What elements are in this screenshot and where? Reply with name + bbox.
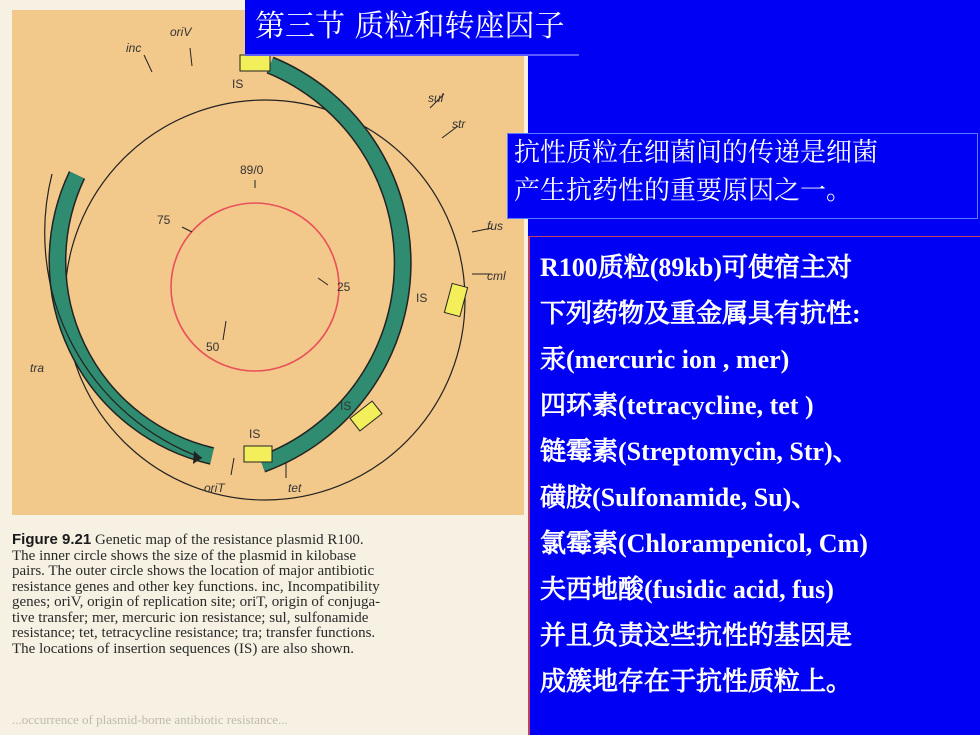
label-oriT: oriT bbox=[204, 481, 225, 495]
tick-inc bbox=[144, 55, 152, 72]
gene-band-resistance bbox=[262, 65, 403, 464]
highlight-line-1: 抗性质粒在细菌间的传递是细菌 bbox=[514, 138, 879, 168]
label-is-lower: IS bbox=[340, 399, 352, 413]
description-line: 四环素(tetracycline, tet ) bbox=[540, 391, 814, 420]
caption-line: The inner circle shows the size of the plasmid in kilobase bbox=[12, 547, 357, 564]
description-box bbox=[528, 236, 980, 735]
description-line: 夫西地酸(fusidic acid, fus) bbox=[540, 575, 834, 604]
label-kb-25: 25 bbox=[337, 280, 351, 294]
slide-title: 第三节 质粒和转座因子 bbox=[245, 0, 579, 56]
label-kb-50: 50 bbox=[206, 340, 220, 354]
tick-50 bbox=[223, 321, 226, 340]
label-cml: cml bbox=[487, 269, 506, 283]
figure-footer-text: ...occurrence of plasmid-borne antibiotic resistance... bbox=[12, 712, 288, 727]
plasmid-map bbox=[12, 10, 524, 515]
plasmid-map-panel bbox=[12, 10, 524, 515]
is-element-bottom bbox=[244, 446, 272, 462]
caption-line: pairs. The outer circle shows the location of major antibiotic bbox=[12, 563, 375, 579]
description-line: 氯霉素(Chlorampenicol, Cm) bbox=[540, 529, 868, 558]
description-line: R100质粒(89kb)可使宿主对 bbox=[540, 253, 853, 282]
caption-line: resistance genes and other key functions. inc, Incompatibility bbox=[12, 578, 380, 595]
figure-caption bbox=[12, 532, 522, 657]
tra-band bbox=[57, 175, 212, 456]
highlight-line-2: 产生抗药性的重要原因之一。 bbox=[514, 176, 853, 206]
label-kb-75: 75 bbox=[157, 213, 171, 227]
description-line: 磺胺(Sulfonamide, Su)、 bbox=[540, 483, 818, 512]
label-inc: inc bbox=[126, 41, 142, 55]
description-line: 链霉素(Streptomycin, Str)、 bbox=[540, 437, 859, 466]
caption-label: Figure 9.21 bbox=[12, 531, 92, 548]
label-tet: tet bbox=[288, 481, 302, 495]
caption-line: Figure 9.21 Genetic map of the resistance plasmid R100. bbox=[12, 531, 364, 548]
caption-line: resistance; tet, tetracycline resistance; tra; transfer functions. bbox=[12, 625, 376, 641]
label-is-top: IS bbox=[232, 77, 244, 91]
caption-line: The locations of insertion sequences (IS) are also shown. bbox=[12, 640, 354, 657]
label-kb-0: 89/0 bbox=[240, 163, 264, 177]
label-is-bottom: IS bbox=[249, 427, 261, 441]
description-line: 并且负责这些抗性的基因是 bbox=[540, 621, 853, 650]
description-line: 下列药物及重金属具有抗性: bbox=[540, 299, 861, 328]
highlight-box bbox=[507, 133, 978, 219]
description-line: 成簇地存在于抗性质粒上。 bbox=[540, 667, 853, 696]
tick-75 bbox=[182, 227, 192, 232]
inner-kb-circle bbox=[171, 203, 339, 371]
label-oriV: oriV bbox=[170, 25, 192, 39]
label-is-right: IS bbox=[416, 291, 428, 305]
tick-oriV bbox=[190, 48, 192, 66]
tick-25 bbox=[318, 278, 328, 285]
tick-oriT bbox=[231, 458, 234, 475]
label-sul: sul bbox=[428, 91, 444, 105]
gene-band-outline bbox=[262, 65, 403, 464]
caption-line: genes; oriV, origin of replication site; oriT, origin of conjuga- bbox=[12, 594, 381, 610]
is-element-top bbox=[240, 55, 270, 71]
label-fus: fus bbox=[487, 219, 504, 233]
label-str: str bbox=[452, 117, 466, 131]
label-tra: tra bbox=[30, 361, 45, 375]
caption-line: tive transfer; mer, mercuric ion resistance; sul, sulfonamide bbox=[12, 609, 369, 626]
description-line: 汞(mercuric ion , mer) bbox=[540, 345, 790, 374]
